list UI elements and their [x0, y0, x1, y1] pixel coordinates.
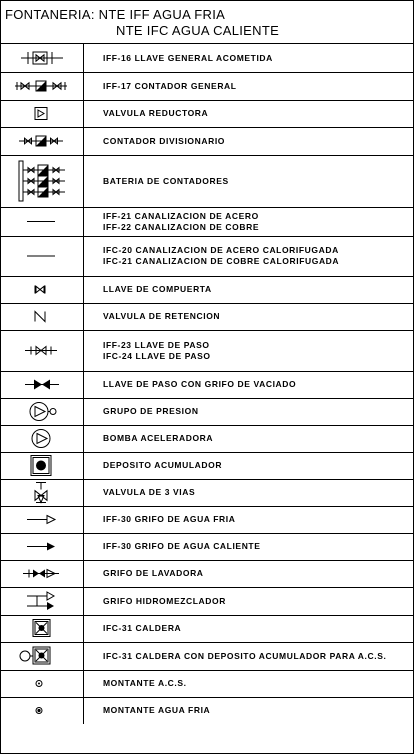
legend-description-line: IFC-24 LLAVE DE PASO: [103, 350, 211, 361]
legend-row: [1, 127, 413, 156]
legend-header: [1, 1, 413, 44]
legend-description-line: IFC-20 CANALIZACION DE ACERO CALORIFUGADA: [103, 245, 339, 255]
mixer-tap-icon: [1, 587, 84, 615]
drain-stop-valve-icon: [1, 371, 84, 398]
hot-water-riser-icon: [1, 670, 84, 697]
general-meter-icon: [1, 72, 84, 100]
legend-description-line: VALVULA REDUCTORA: [103, 108, 209, 118]
legend-description: [103, 560, 204, 587]
boiler-with-tank-icon: [1, 642, 84, 670]
legend-description: [103, 642, 386, 670]
insulated-pipe-line-icon: [1, 236, 84, 276]
legend-row: [1, 207, 413, 237]
legend-description: [103, 127, 225, 155]
legend-row: [1, 587, 413, 616]
legend-description-line: IFF-30 GRIFO DE AGUA FRIA: [103, 514, 236, 524]
pipe-line-icon: [1, 207, 84, 236]
general-valve-icon: [1, 44, 84, 72]
legend-row: [1, 425, 413, 453]
legend-description-line: MONTANTE A.C.S.: [103, 678, 187, 688]
three-way-valve-icon: [1, 479, 84, 506]
legend-title-line-1: FONTANERIA: NTE IFF AGUA FRIA: [5, 7, 226, 22]
hot-tap-icon: [1, 533, 84, 560]
legend-description-line: VALVULA DE 3 VIAS: [103, 487, 196, 497]
legend-description: [103, 615, 181, 642]
storage-tank-icon: [1, 452, 84, 479]
legend-description: [103, 303, 220, 330]
legend-description-line: IFF-21 CANALIZACION DE ACERO: [103, 210, 259, 221]
legend-row: [1, 72, 413, 101]
pressure-group-icon: [1, 398, 84, 425]
legend-description-line: VALVULA DE RETENCION: [103, 311, 221, 321]
legend-description: [103, 44, 273, 72]
cold-water-riser-icon: [1, 697, 84, 724]
legend-row: [1, 506, 413, 534]
legend-row: [1, 100, 413, 128]
legend-description-line: GRIFO DE LAVADORA: [103, 568, 204, 578]
legend-description-line: DEPOSITO ACUMULADOR: [103, 460, 223, 470]
stop-valve-icon: [1, 330, 84, 371]
check-valve-icon: [1, 303, 84, 330]
boiler-icon: [1, 615, 84, 642]
legend-description: [103, 425, 213, 452]
legend-row: [1, 452, 413, 480]
legend-row: [1, 697, 413, 724]
legend-description: [103, 155, 229, 207]
legend-description: [103, 276, 212, 303]
legend-description-line: GRIFO HIDROMEZCLADOR: [103, 595, 226, 606]
legend-row: [1, 560, 413, 588]
legend-row: [1, 670, 413, 698]
legend-description: [103, 506, 235, 533]
legend-description-line: IFC-21 CANALIZACION DE COBRE CALORIFUGADA: [103, 256, 340, 266]
legend-description: [103, 479, 195, 506]
legend-row: [1, 155, 413, 208]
legend-row: [1, 615, 413, 643]
legend-description: [103, 587, 226, 615]
legend-description-line: IFF-30 GRIFO DE AGUA CALIENTE: [103, 541, 261, 551]
legend-row: [1, 276, 413, 304]
cold-tap-icon: [1, 506, 84, 533]
legend-description: [103, 398, 199, 425]
pressure-reducing-valve-icon: [1, 100, 84, 127]
legend-row: [1, 44, 413, 73]
gate-valve-icon: [1, 276, 84, 303]
legend-description-line: IFC-31 CALDERA: [103, 623, 182, 633]
legend-row: [1, 303, 413, 331]
legend-description: [103, 670, 187, 697]
legend-row: [1, 371, 413, 399]
legend-row: [1, 533, 413, 561]
legend-description: [103, 330, 211, 371]
washing-machine-tap-icon: [1, 560, 84, 587]
legend-description-line: BATERIA DE CONTADORES: [103, 175, 229, 186]
divisional-meter-icon: [1, 127, 84, 155]
legend-row: [1, 479, 413, 507]
legend-description-line: IFF-23 LLAVE DE PASO: [103, 339, 210, 350]
meter-battery-icon: [1, 155, 84, 207]
legend-description: [103, 533, 261, 560]
legend-description-line: IFF-17 CONTADOR GENERAL: [103, 80, 237, 91]
legend-description-line: IFC-31 CALDERA CON DEPOSITO ACUMULADOR PARA A.C.S.: [103, 650, 387, 661]
legend-description: [103, 72, 237, 100]
legend-description: [103, 452, 222, 479]
legend-row: [1, 236, 413, 277]
legend-description: [103, 100, 208, 127]
legend-description-line: MONTANTE AGUA FRIA: [103, 705, 211, 715]
legend-description: [103, 207, 259, 236]
legend-description-line: IFF-16 LLAVE GENERAL ACOMETIDA: [103, 52, 273, 63]
legend-title-line-2: NTE IFC AGUA CALIENTE: [116, 23, 280, 38]
circulation-pump-icon: [1, 425, 84, 452]
legend-description: [103, 697, 210, 724]
legend-row: [1, 398, 413, 426]
legend-description-line: CONTADOR DIVISIONARIO: [103, 135, 225, 146]
legend-description: [103, 236, 339, 276]
legend-description-line: LLAVE DE PASO CON GRIFO DE VACIADO: [103, 379, 297, 389]
legend-row: [1, 330, 413, 372]
legend-description: [103, 371, 296, 398]
legend-description-line: BOMBA ACELERADORA: [103, 433, 214, 443]
legend-row: [1, 642, 413, 671]
legend-description-line: IFF-22 CANALIZACION DE COBRE: [103, 221, 260, 232]
legend-description-line: LLAVE DE COMPUERTA: [103, 284, 212, 294]
legend-description-line: GRUPO DE PRESION: [103, 406, 199, 416]
